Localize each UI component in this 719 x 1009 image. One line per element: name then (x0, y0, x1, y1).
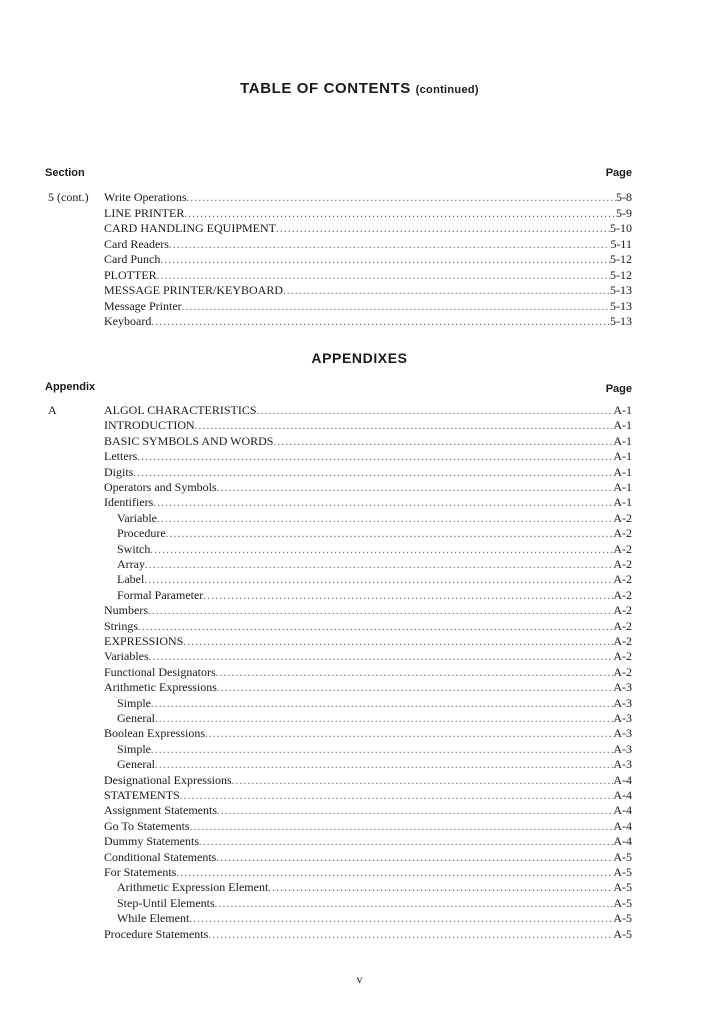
entry-title: MESSAGE PRINTER/KEYBOARD (104, 283, 284, 297)
entry-line (117, 588, 632, 604)
dot-leader (155, 758, 613, 773)
entry-line (104, 619, 632, 635)
entry-page: 5-13 (610, 283, 632, 297)
entry-page: 5-9 (616, 205, 632, 220)
dot-leader (203, 589, 613, 604)
entry-page: A-5 (613, 849, 632, 864)
entry-title: Variables (104, 649, 149, 664)
entry-line (104, 221, 632, 237)
appendix-column-label: Appendix (45, 381, 96, 393)
entry-title: Operators and Symbols (104, 480, 217, 494)
entry-title: Assignment Statements (104, 803, 217, 818)
dot-leader (216, 851, 613, 866)
entry-page: 5-12 (610, 252, 632, 266)
entry-page: A-1 (613, 449, 632, 464)
entry-page: A-1 (613, 480, 632, 494)
dot-leader (151, 315, 610, 330)
entry-title: Conditional Statements (104, 849, 217, 864)
toc-entry (0, 773, 719, 788)
entry-line (104, 850, 632, 866)
entry-line (104, 268, 632, 284)
entry-title: General (117, 757, 155, 772)
entry-title: Message Printer (104, 298, 182, 313)
entry-title: Dummy Statements (104, 834, 199, 849)
dot-leader (176, 866, 613, 881)
dot-leader (148, 604, 613, 619)
entry-page: A-2 (613, 603, 632, 618)
entry-number: 5 (cont.) (48, 190, 89, 204)
entry-title: Formal Parameter (117, 587, 204, 602)
entry-line (104, 314, 632, 330)
dot-leader (208, 928, 613, 943)
dot-leader (151, 743, 613, 758)
dot-leader (276, 222, 610, 237)
entry-title: Arithmetic Expressions (104, 680, 217, 695)
toc-entry (0, 649, 719, 664)
entry-title: For Statements (104, 865, 177, 879)
toc-entry (0, 511, 719, 526)
entry-title: ALGOL CHARACTERISTICS (104, 403, 257, 417)
entry-line (104, 927, 632, 943)
dot-leader (217, 804, 613, 819)
dot-leader (199, 835, 613, 850)
toc-entry (0, 190, 719, 205)
toc-entry (0, 665, 719, 680)
toc-entry (0, 788, 719, 803)
entry-title: General (117, 711, 155, 725)
dot-leader (257, 404, 614, 419)
toc-entry (0, 603, 719, 618)
dot-leader (187, 191, 617, 206)
toc-entry (0, 634, 719, 649)
entry-page: A-2 (613, 557, 632, 571)
toc-entry (0, 465, 719, 480)
toc-entry (0, 237, 719, 252)
entry-page: A-2 (613, 649, 632, 664)
toc-entry (0, 819, 719, 834)
dot-leader (145, 558, 613, 573)
toc-entry (0, 696, 719, 711)
toc-entry (0, 299, 719, 314)
entry-line (104, 403, 632, 419)
dot-leader (268, 881, 613, 896)
dot-leader (217, 481, 614, 496)
entry-line (104, 634, 632, 650)
toc-entry (0, 557, 719, 572)
entry-page: A-4 (613, 803, 632, 818)
appendixes-heading: APPENDIXES (311, 350, 408, 366)
toc-entry (0, 880, 719, 895)
entry-line (104, 726, 632, 742)
entry-line (104, 449, 632, 465)
entry-title: INTRODUCTION (104, 418, 195, 433)
toc-entry (0, 572, 719, 587)
dot-leader (273, 435, 613, 450)
entry-title: Step-Until Elements (117, 895, 215, 910)
page-title (0, 80, 719, 97)
entry-line (104, 665, 632, 681)
entry-line (104, 480, 632, 496)
entry-page: 5-13 (610, 314, 632, 328)
dot-leader (151, 697, 613, 712)
entry-title: While Element (117, 911, 190, 926)
entry-line (117, 696, 632, 712)
entry-line (104, 834, 632, 850)
toc-entry (0, 221, 719, 236)
toc-entry (0, 434, 719, 449)
entry-page: A-3 (613, 680, 632, 695)
entry-line (104, 206, 632, 222)
entry-page: A-2 (613, 618, 632, 633)
entry-page: A-5 (613, 865, 632, 879)
toc-entry (0, 865, 719, 880)
entry-title: LINE PRINTER (104, 205, 185, 220)
entry-page: A-2 (613, 634, 632, 648)
entry-title: Procedure (117, 526, 166, 541)
entry-page: A-4 (613, 788, 632, 802)
dot-leader (180, 789, 614, 804)
toc-entry (0, 526, 719, 541)
entry-page: A-3 (613, 711, 632, 725)
toc-entry (0, 896, 719, 911)
entry-page: A-5 (613, 911, 632, 926)
entry-line (104, 495, 632, 511)
entry-page: A-2 (613, 541, 632, 556)
dot-leader (215, 897, 614, 912)
toc-entry (0, 495, 719, 510)
toc-entry (0, 314, 719, 329)
entry-title: Arithmetic Expression Element (117, 880, 269, 895)
entry-line (104, 299, 632, 315)
entry-title: Array (117, 557, 145, 571)
entry-line (117, 880, 632, 896)
toc-entry (0, 268, 719, 283)
dot-leader (133, 466, 613, 481)
entry-title: Strings (104, 618, 139, 633)
dot-leader (205, 727, 613, 742)
entry-line (117, 542, 632, 558)
toc-entry (0, 619, 719, 634)
section-column-label: Section (45, 167, 85, 179)
entry-title: Numbers (104, 603, 148, 618)
entry-line (104, 819, 632, 835)
dot-leader (149, 650, 614, 665)
entry-page: A-5 (613, 926, 632, 941)
dot-leader (195, 419, 614, 434)
entry-page: 5-13 (610, 298, 632, 313)
dot-leader (189, 912, 613, 927)
entry-line (117, 711, 632, 727)
dot-leader (155, 712, 613, 727)
entry-line (117, 511, 632, 527)
toc-entry (0, 726, 719, 741)
entry-line (104, 865, 632, 881)
entry-line (104, 190, 632, 206)
entry-title: Write Operations (104, 190, 187, 204)
dot-leader (157, 269, 610, 284)
entry-page: 5-12 (610, 267, 632, 282)
dot-leader (217, 681, 613, 696)
dot-leader (184, 207, 616, 222)
appendix-page-column-label: Page (605, 383, 632, 395)
toc-entry (0, 742, 719, 757)
entry-line (104, 788, 632, 804)
dot-leader (137, 450, 613, 465)
dot-leader (138, 620, 613, 635)
toc-entry (0, 206, 719, 221)
entry-page: A-2 (613, 526, 632, 541)
entry-page: 5-11 (610, 236, 632, 251)
entry-page: A-4 (613, 772, 632, 787)
toc-entry (0, 757, 719, 772)
entry-line (104, 237, 632, 253)
entry-page: A-4 (613, 834, 632, 849)
entry-title: Identifiers (104, 495, 154, 510)
entry-title: Keyboard (104, 314, 152, 328)
dot-leader (216, 666, 614, 681)
entry-line (117, 911, 632, 927)
entry-line (117, 742, 632, 758)
entry-page: A-1 (613, 403, 632, 417)
toc-entry (0, 252, 719, 267)
entry-title: Variable (117, 510, 157, 525)
entry-page: A-1 (613, 433, 632, 448)
entry-title: CARD HANDLING EQUIPMENT (104, 221, 276, 235)
dot-leader (150, 543, 613, 558)
entry-line (104, 603, 632, 619)
entry-page: A-1 (613, 495, 632, 510)
entry-title: Boolean Expressions (104, 726, 205, 741)
toc-entry (0, 711, 719, 726)
page-number-footer: v (356, 972, 363, 986)
entry-page: A-5 (613, 880, 632, 895)
entry-line (104, 283, 632, 299)
entry-page: A-2 (613, 510, 632, 525)
entry-line (117, 572, 632, 588)
dot-leader (153, 496, 613, 511)
entry-title: Digits (104, 464, 134, 479)
toc-entry (0, 403, 719, 418)
toc-entry (0, 911, 719, 926)
entry-title: Functional Designators (104, 664, 216, 679)
toc-entry (0, 803, 719, 818)
entry-line (104, 773, 632, 789)
entry-line (104, 252, 632, 268)
entry-title: Procedure Statements (104, 926, 209, 941)
entry-title: BASIC SYMBOLS AND WORDS (104, 433, 274, 448)
entry-line (117, 526, 632, 542)
dot-leader (190, 820, 614, 835)
title-suffix: (continued) (415, 84, 479, 96)
entry-page: A-1 (613, 464, 632, 479)
entry-line (104, 465, 632, 481)
entry-title: Label (117, 572, 145, 587)
entry-page: A-3 (613, 757, 632, 772)
entry-page: A-3 (613, 695, 632, 710)
toc-entry (0, 680, 719, 695)
toc-entry (0, 927, 719, 942)
toc-entry (0, 542, 719, 557)
toc-entry (0, 588, 719, 603)
dot-leader (182, 300, 610, 315)
entry-page: A-3 (613, 726, 632, 741)
entry-title: EXPRESSIONS (104, 634, 184, 648)
toc-entry (0, 418, 719, 433)
entry-page: A-5 (613, 895, 632, 910)
entry-line (117, 896, 632, 912)
entry-title: Switch (117, 541, 151, 556)
dot-leader (166, 527, 614, 542)
dot-leader (232, 774, 614, 789)
entry-line (104, 434, 632, 450)
entry-page: A-2 (613, 572, 632, 587)
entry-line (104, 649, 632, 665)
entry-title: Simple (117, 741, 152, 756)
entry-line (104, 680, 632, 696)
entry-page: A-3 (613, 741, 632, 756)
dot-leader (157, 512, 613, 527)
entry-title: Go To Statements (104, 818, 190, 833)
title-main: TABLE OF CONTENTS (240, 80, 411, 97)
entry-title: Card Readers (104, 236, 169, 251)
dot-leader (283, 284, 610, 299)
entry-line (104, 418, 632, 434)
entry-number: A (48, 403, 57, 417)
dot-leader (160, 253, 610, 268)
entry-page: A-1 (613, 418, 632, 433)
toc-entry (0, 283, 719, 298)
entry-title: PLOTTER (104, 267, 157, 282)
toc-entry (0, 480, 719, 495)
entry-line (104, 803, 632, 819)
entry-title: Designational Expressions (104, 772, 232, 787)
dot-leader (183, 635, 613, 650)
toc-entry (0, 834, 719, 849)
dot-leader (144, 573, 613, 588)
entry-page: A-2 (613, 587, 632, 602)
entry-line (117, 757, 632, 773)
entry-page: 5-10 (610, 221, 632, 235)
toc-entry (0, 850, 719, 865)
dot-leader (169, 238, 610, 253)
entry-line (117, 557, 632, 573)
entry-title: Simple (117, 695, 152, 710)
entry-title: Letters (104, 449, 138, 464)
entry-title: Card Punch (104, 252, 161, 266)
entry-page: A-4 (613, 818, 632, 833)
entry-page: A-2 (613, 664, 632, 679)
entry-page: 5-8 (616, 190, 632, 204)
entry-title: STATEMENTS (104, 788, 180, 802)
toc-entry (0, 449, 719, 464)
section-page-column-label: Page (605, 167, 632, 179)
